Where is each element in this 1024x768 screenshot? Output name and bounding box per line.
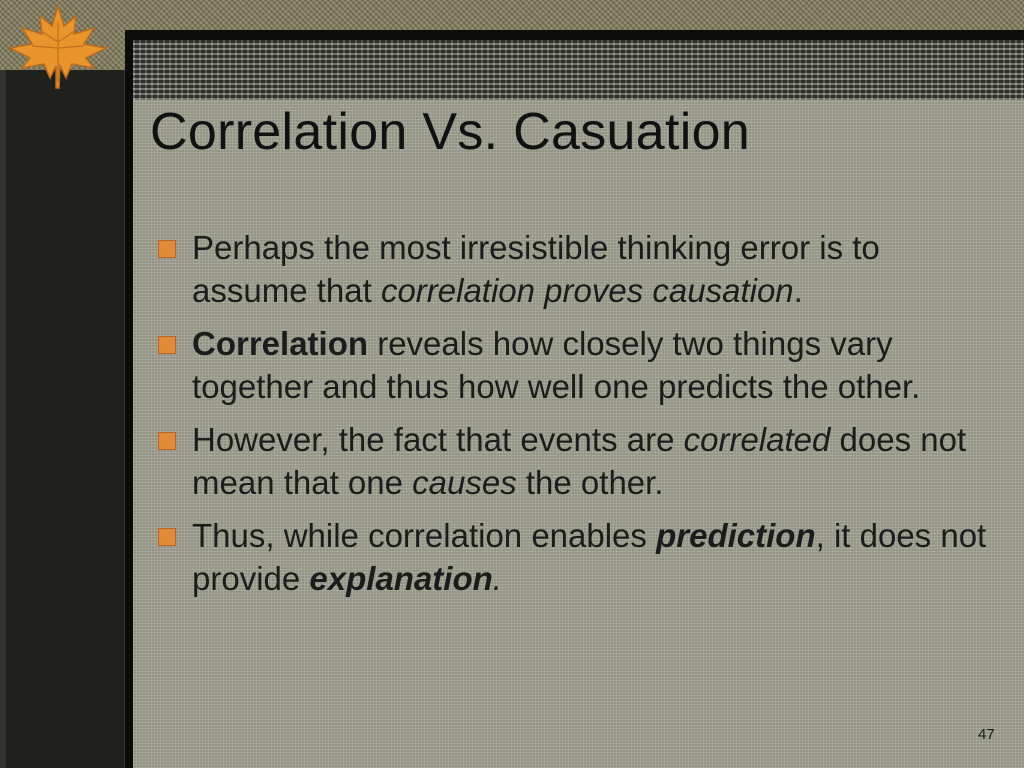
bullet-text: reveals how closely two things vary together and thus how well one predicts the other. xyxy=(192,325,921,405)
bullet-text: the other. xyxy=(516,464,664,501)
bullet-item xyxy=(158,226,998,312)
square-bullet-icon xyxy=(158,336,176,354)
bullet-italic: causes xyxy=(412,464,517,501)
bullet-bold: Correlation xyxy=(192,325,369,362)
left-strip-edge xyxy=(0,70,6,768)
bullet-text: However, the fact that events are xyxy=(192,421,684,458)
square-bullet-icon xyxy=(158,240,176,258)
bullet-item xyxy=(158,322,998,408)
bullet-bold-italic: explanation xyxy=(309,560,493,597)
page-number: 47 xyxy=(978,726,995,743)
left-sidebar-strip xyxy=(0,70,126,768)
bullet-italic: correlation proves causation xyxy=(380,272,794,309)
bullet-list xyxy=(158,226,998,610)
bullet-item xyxy=(158,418,998,504)
bullet-italic: correlated xyxy=(683,421,831,458)
bullet-italic: . xyxy=(492,560,502,597)
square-bullet-icon xyxy=(158,528,176,546)
bullet-text: Thus, while correlation enables xyxy=(192,517,657,554)
bullet-item xyxy=(158,514,998,600)
maple-leaf-icon xyxy=(2,2,114,90)
bullet-text: , it does not provide xyxy=(192,517,987,597)
slide-title: Correlation Vs. Casuation xyxy=(150,103,751,161)
bullet-text: . xyxy=(793,272,803,309)
bullet-text: does not mean that one xyxy=(192,421,967,501)
title-band xyxy=(133,40,1024,100)
bullet-bold-italic: prediction xyxy=(656,517,816,554)
square-bullet-icon xyxy=(158,432,176,450)
bullet-text: Perhaps the most irresistible thinking error is to assume that xyxy=(192,229,880,309)
